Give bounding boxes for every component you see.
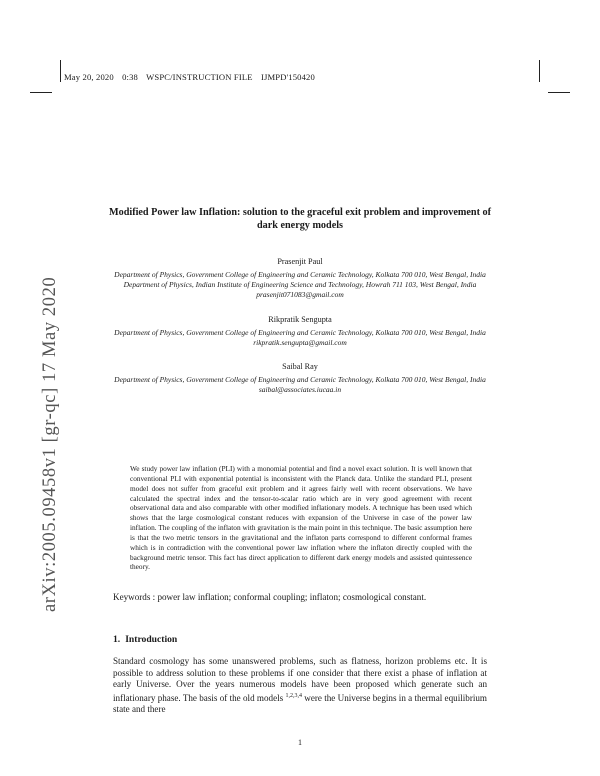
- section-title: Introduction: [125, 634, 178, 645]
- author-affiliation: Department of Physics, Government College of Engineering and Ceramic Technology, Kolkata 700 010, West Bengal, India: [114, 375, 486, 385]
- author-email: saibal@associates.iucaa.in: [258, 385, 342, 395]
- author-email: rikpratik.sengupta@gmail.com: [253, 337, 347, 347]
- header-date: May 20, 2020: [64, 72, 114, 82]
- abstract: We study power law inflation (PLI) with a monomial potential and find a novel exact solution. It is well known that conventional PLI with exponential potential is inconsistent with the Planck data. Unlike the standard PLI, present model does not suffer from graceful exit problem and it agrees fairly well with recent observations. We have calculated the spectral index and the tensor-to-scalar ratio which are in very good agreement with recent observational data and also comparable with other modified inflationary models. A technique has been used which shows that the large cosmological constant reduces with expansion of the Universe in case of the power law inflation. The coupling of the inflaton with gravitation is the main point in this technique. The basic assumption here is that the two metric tensors in the gravitational and the inflaton parts correspond to different conformal frames which is in contradiction with the conventional power law inflation where the inflaton directly coupled with the background metric tensor. This fact has direct application to different dark energy models and assisted quintessence theory.: [130, 464, 472, 572]
- author-name: Prasenjit Paul: [277, 257, 323, 266]
- section-number: 1.: [113, 634, 121, 645]
- author: [110, 314, 490, 348]
- header-time: 0:38: [122, 72, 138, 82]
- header-file-name: IJMPD'150420: [260, 72, 315, 82]
- author-block: [110, 256, 490, 395]
- author-affiliation: Department of Physics, Government College of Engineering and Ceramic Technology, Kolkata 700 010, West Bengal, India: [114, 270, 486, 279]
- paper-title: Modified Power law Inflation: solution to the graceful exit problem and improvement of dark energy models: [108, 207, 491, 231]
- crop-mark: [548, 92, 570, 93]
- arxiv-identifier: arXiv:2005.09458v1 [gr-qc] 17 May 2020: [40, 276, 60, 612]
- intro-paragraph: [113, 656, 487, 716]
- header-file-type: WSPC/INSTRUCTION FILE: [146, 72, 253, 82]
- citation: 1,2,3,4: [285, 692, 302, 699]
- keywords: Keywords : power law inflation; conformal coupling; inflaton; cosmological constant.: [113, 592, 427, 602]
- crop-mark: [539, 60, 540, 82]
- author-affiliation: Department of Physics, Indian Institute of Engineering Science and Technology, Howrah 711 103, West Bengal, India: [123, 280, 477, 290]
- author: [110, 256, 490, 301]
- author-email: prasenjit071083@gmail.com: [256, 290, 344, 300]
- page-number: 1: [298, 738, 302, 747]
- author-name: Rikpratik Sengupta: [268, 314, 332, 324]
- crop-mark: [60, 60, 61, 82]
- section-heading: [113, 634, 182, 645]
- intro-text: were the Universe begins in a thermal equilibrium state and there: [113, 692, 487, 715]
- intro-text: Standard cosmology has some unanswered problems, such as flatness, horizon problems etc. It is possible to address solution to these problems if one consider that there exist a phase of inflation at early Universe. Over the years numerous models have been proposed which generate such an inflationary phase. The basis of the old models: [113, 656, 487, 703]
- author-affiliation: Department of Physics, Government College of Engineering and Ceramic Technology, Kolkata 700 010, West Bengal, India: [114, 327, 486, 337]
- running-header: [64, 72, 534, 82]
- crop-mark: [30, 92, 52, 93]
- author-name: Saibal Ray: [282, 362, 318, 372]
- author: [110, 361, 490, 395]
